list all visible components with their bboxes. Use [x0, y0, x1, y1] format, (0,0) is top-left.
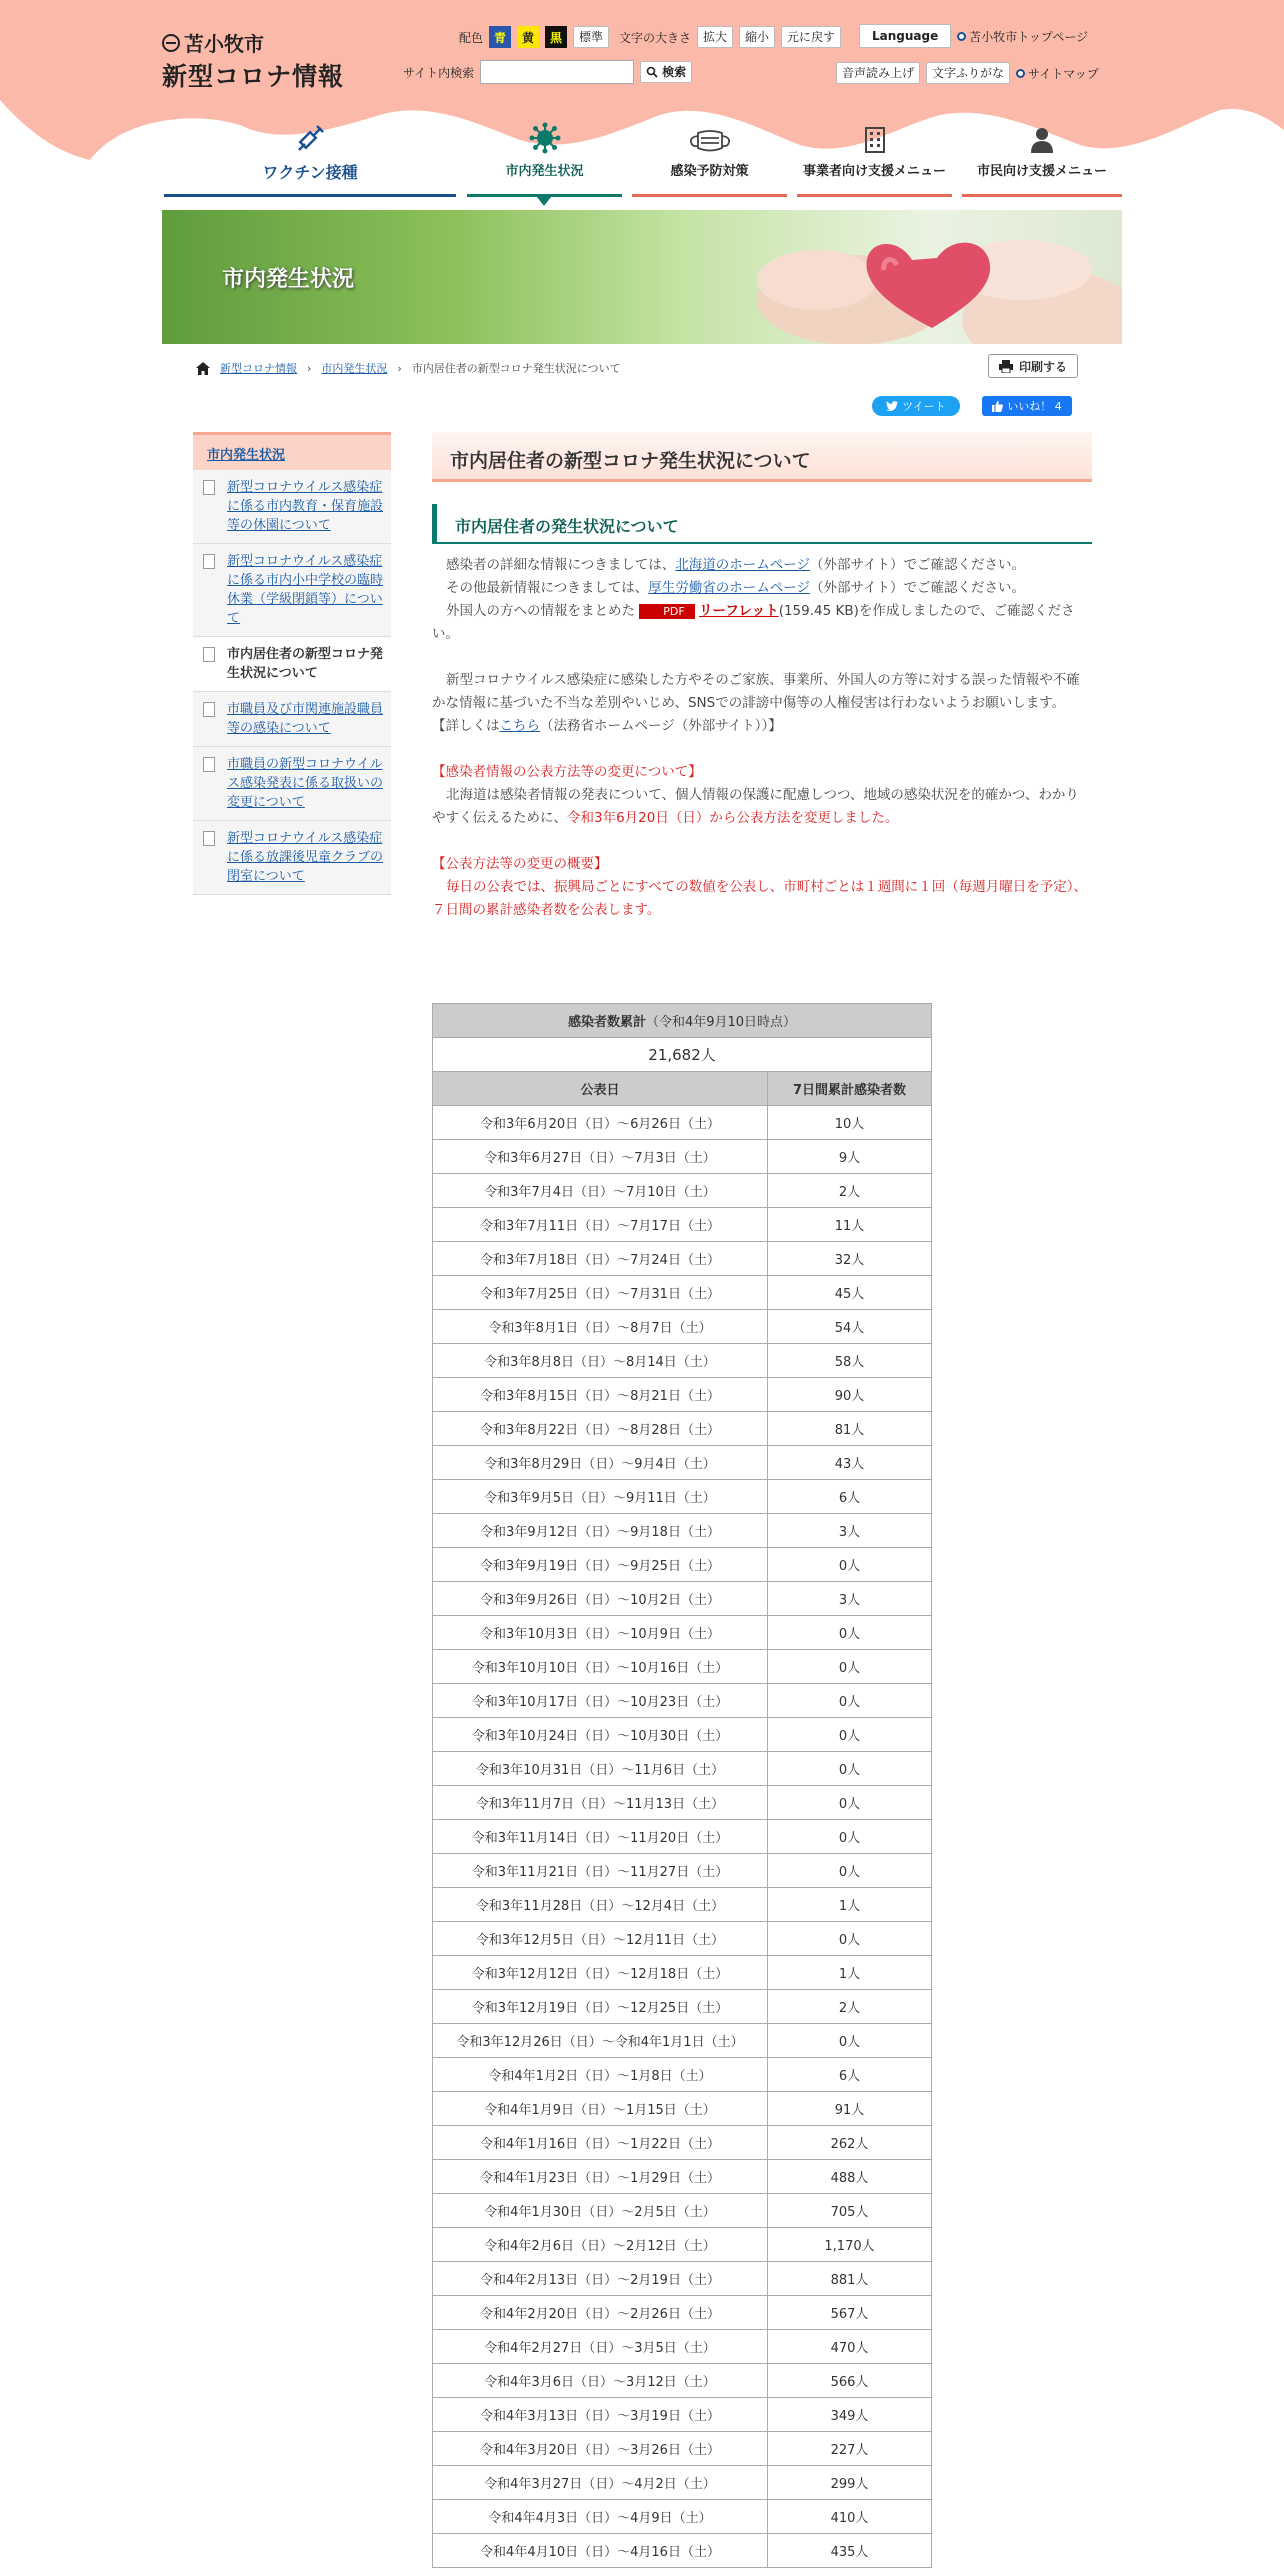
row-count: 1,170人	[768, 2228, 932, 2262]
nav-outbreak-status[interactable]	[467, 122, 622, 197]
row-count: 567人	[768, 2296, 932, 2330]
row-count: 11人	[768, 1208, 932, 1242]
row-date: 令和3年8月15日（日）～8月21日（土）	[433, 1378, 768, 1412]
row-count: 0人	[768, 1820, 932, 1854]
section-title: 市内居住者の発生状況について	[432, 504, 1092, 544]
nav-citizen-support[interactable]	[962, 122, 1122, 197]
table-row	[433, 1140, 932, 1174]
row-date: 令和3年8月22日（日）～8月28日（土）	[433, 1412, 768, 1446]
search-label: サイト内検索	[403, 65, 475, 80]
color-switcher	[459, 26, 609, 48]
thumbs-up-icon	[992, 401, 1003, 412]
shrink-button[interactable]: 縮小	[739, 26, 775, 48]
sidebar-item-label[interactable]: 新型コロナウイルス感染症に係る放課後児童クラブの閉室について	[227, 831, 384, 884]
row-count: 0人	[768, 1684, 932, 1718]
cumulative-header: 感染者数累計（令和4年9月10日時点）	[433, 1004, 932, 1038]
notice-paragraph: 北海道は感染者情報の発表について、個人情報の保護に配慮しつつ、地域の感染状況を的確かつ、わかりやすく伝えるために、令和3年6月20日（日）から公表方法を変更しました。	[432, 787, 1079, 826]
notice-paragraph: 毎日の公表では、振興局ごとにすべての数値を公表し、市町村ごとは１週間に１回（毎週月曜日を予定）、７日間の累計感染者数を公表します。	[432, 879, 1087, 918]
row-date: 令和4年3月20日（日）～3月26日（土）	[433, 2432, 768, 2466]
hokkaido-link[interactable]: 北海道のホームページ	[675, 557, 810, 573]
row-count: 349人	[768, 2398, 932, 2432]
document-icon	[203, 702, 215, 717]
like-label: いいね！ 4	[1007, 400, 1062, 413]
color-label: 配色	[459, 30, 484, 45]
table-row	[433, 1276, 932, 1310]
page-title: 市内居住者の新型コロナ発生状況について	[432, 432, 1092, 482]
breadcrumb	[196, 360, 621, 376]
speech-button[interactable]: 音声読み上げ	[836, 62, 920, 84]
row-date: 令和3年11月14日（日）～11月20日（土）	[433, 1820, 768, 1854]
row-date: 令和3年12月5日（日）～12月11日（土）	[433, 1922, 768, 1956]
city-top-link[interactable]	[957, 28, 1088, 45]
row-date: 令和3年9月12日（日）～9月18日（土）	[433, 1514, 768, 1548]
sidebar-item-announcement-change[interactable]	[193, 747, 391, 821]
circle-icon	[1016, 69, 1025, 78]
hands-heart-illustration	[722, 210, 1122, 344]
reset-size-button[interactable]: 元に戻す	[781, 26, 841, 48]
tweet-label: ツイート	[902, 400, 946, 413]
row-date: 令和3年8月1日（日）～8月7日（土）	[433, 1310, 768, 1344]
table-row	[433, 1718, 932, 1752]
document-icon	[203, 831, 215, 846]
row-date: 令和4年2月6日（日）～2月12日（土）	[433, 2228, 768, 2262]
row-date: 令和3年12月19日（日）～12月25日（土）	[433, 1990, 768, 2024]
row-date: 令和3年11月7日（日）～11月13日（土）	[433, 1786, 768, 1820]
sidebar-item-afterschool-club[interactable]	[193, 821, 391, 895]
row-count: 3人	[768, 1582, 932, 1616]
row-date: 令和4年2月20日（日）～2月26日（土）	[433, 2296, 768, 2330]
row-count: 227人	[768, 2432, 932, 2466]
row-date: 令和3年10月17日（日）～10月23日（土）	[433, 1684, 768, 1718]
banner-title: 市内発生状況	[222, 267, 355, 292]
row-date: 令和3年9月19日（日）～9月25日（土）	[433, 1548, 768, 1582]
table-row	[433, 1616, 932, 1650]
nav-business-label: 事業者向け支援メニュー	[802, 164, 946, 179]
sidebar-item-school-closure[interactable]	[193, 470, 391, 544]
table-row	[433, 2160, 932, 2194]
table-row	[433, 2126, 932, 2160]
table-row	[433, 1242, 932, 1276]
logo-title: 新型コロナ情報	[162, 62, 345, 91]
table-row	[433, 1344, 932, 1378]
table-row	[433, 1582, 932, 1616]
row-count: 0人	[768, 1786, 932, 1820]
nav-outbreak-label: 市内発生状況	[505, 164, 584, 179]
color-black-button[interactable]: 黒	[545, 26, 567, 48]
row-count: 90人	[768, 1378, 932, 1412]
row-date: 令和3年10月31日（日）～11月6日（土）	[433, 1752, 768, 1786]
row-date: 令和4年3月27日（日）～4月2日（土）	[433, 2466, 768, 2500]
info-paragraph: 感染者の詳細な情報につきましては、北海道のホームページ（外部サイト）でご確認ください。	[446, 557, 1026, 573]
main-nav	[164, 122, 1122, 197]
details-paragraph: 【詳しくはこちら（法務省ホームページ（外部サイト））】	[432, 718, 782, 734]
language-button[interactable]: Language	[859, 24, 951, 48]
info-paragraph: 外国人の方への情報をまとめた PDF リーフレット(159.45 KB)を作成しましたので、ご確認ください。	[432, 603, 1075, 642]
row-count: 410人	[768, 2500, 932, 2534]
table-row	[433, 2432, 932, 2466]
row-count: 881人	[768, 2262, 932, 2296]
row-date: 令和3年11月28日（日）～12月4日（土）	[433, 1888, 768, 1922]
row-count: 1人	[768, 1888, 932, 1922]
font-size-controls	[619, 26, 841, 48]
row-date: 令和3年7月4日（日）～7月10日（土）	[433, 1174, 768, 1208]
pdf-icon: PDF	[639, 604, 694, 619]
row-count: 2人	[768, 1990, 932, 2024]
table-row	[433, 2398, 932, 2432]
notice-heading: 【公表方法等の変更の概要】	[432, 856, 608, 872]
facebook-like-button[interactable]	[982, 396, 1072, 416]
table-row	[433, 1378, 932, 1412]
notice-heading: 【感染者情報の公表方法等の変更について】	[432, 764, 702, 780]
table-row	[433, 1446, 932, 1480]
breadcrumb-home-link[interactable]: 新型コロナ情報	[220, 362, 297, 375]
row-date: 令和3年9月5日（日）～9月11日（土）	[433, 1480, 768, 1514]
table-row	[433, 2024, 932, 2058]
table-row	[433, 1650, 932, 1684]
row-count: 3人	[768, 1514, 932, 1548]
color-blue-button[interactable]: 青	[489, 26, 511, 48]
row-count: 45人	[768, 1276, 932, 1310]
row-date: 令和4年1月16日（日）～1月22日（土）	[433, 2126, 768, 2160]
row-count: 470人	[768, 2330, 932, 2364]
table-row	[433, 2330, 932, 2364]
row-count: 6人	[768, 1480, 932, 1514]
table-row	[433, 1684, 932, 1718]
search-button-label: 検索	[662, 65, 687, 79]
row-count: 0人	[768, 2024, 932, 2058]
row-date: 令和4年4月10日（日）～4月16日（土）	[433, 2534, 768, 2568]
circle-icon	[957, 32, 966, 41]
sidebar-item-staff-infection[interactable]	[193, 692, 391, 747]
search-input[interactable]	[480, 60, 634, 84]
nav-vaccine[interactable]	[164, 122, 456, 197]
row-count: 0人	[768, 1650, 932, 1684]
row-count: 299人	[768, 2466, 932, 2500]
nav-prevention-label: 感染予防対策	[670, 164, 749, 179]
row-date: 令和3年9月26日（日）～10月2日（土）	[433, 1582, 768, 1616]
main-content	[432, 432, 1092, 922]
row-count: 0人	[768, 1752, 932, 1786]
table-row	[433, 1752, 932, 1786]
row-date: 令和3年6月20日（日）～6月26日（土）	[433, 1106, 768, 1140]
column-header-count: 7日間累計感染者数	[768, 1072, 932, 1106]
row-date: 令和3年10月10日（日）～10月16日（土）	[433, 1650, 768, 1684]
table-row	[433, 2534, 932, 2568]
table-row	[433, 2364, 932, 2398]
row-count: 1人	[768, 1956, 932, 1990]
table-row	[433, 1480, 932, 1514]
sidebar-item-label[interactable]: 新型コロナウイルス感染症に係る市内教育・保育施設等の休園について	[227, 480, 384, 533]
print-button[interactable]	[988, 354, 1078, 378]
row-date: 令和3年12月12日（日）～12月18日（土）	[433, 1956, 768, 1990]
city-top-label: 苫小牧市トップページ	[969, 29, 1089, 44]
row-date: 令和3年11月21日（日）～11月27日（土）	[433, 1854, 768, 1888]
table-row	[433, 1956, 932, 1990]
table-row	[433, 1310, 932, 1344]
sitemap-label: サイトマップ	[1028, 66, 1099, 81]
mask-icon	[688, 128, 732, 154]
color-standard-button[interactable]: 標準	[573, 26, 609, 48]
sidebar-item-label: 市内居住者の新型コロナ発生状況について	[227, 647, 384, 681]
printer-icon	[999, 360, 1013, 373]
sidebar-item-class-closure[interactable]	[193, 544, 391, 637]
cases-table	[432, 1003, 932, 2568]
cumulative-value: 21,682人	[433, 1038, 932, 1072]
row-date: 令和3年8月8日（日）～8月14日（土）	[433, 1344, 768, 1378]
row-date: 令和3年7月25日（日）～7月31日（土）	[433, 1276, 768, 1310]
table-row	[433, 1888, 932, 1922]
row-date: 令和4年1月23日（日）～1月29日（土）	[433, 2160, 768, 2194]
search-button[interactable]	[640, 61, 692, 83]
table-row	[433, 2194, 932, 2228]
table-row	[433, 1786, 932, 1820]
breadcrumb-current: 市内居住者の新型コロナ発生状況について	[411, 362, 621, 375]
row-date: 令和4年1月9日（日）～1月15日（土）	[433, 2092, 768, 2126]
nav-citizen-label: 市民向け支援メニュー	[976, 164, 1107, 179]
row-count: 566人	[768, 2364, 932, 2398]
logo-city: 苫小牧市	[184, 32, 264, 56]
row-count: 0人	[768, 1718, 932, 1752]
table-row	[433, 1174, 932, 1208]
row-count: 0人	[768, 1854, 932, 1888]
row-count: 0人	[768, 1922, 932, 1956]
sidebar-item-label[interactable]: 市職員の新型コロナウイルス感染発表に係る取扱いの変更について	[227, 757, 384, 810]
sidebar-heading-link[interactable]: 市内発生状況	[207, 448, 286, 463]
enlarge-button[interactable]: 拡大	[697, 26, 733, 48]
row-count: 10人	[768, 1106, 932, 1140]
table-row	[433, 1990, 932, 2024]
sidebar-item-label[interactable]: 市職員及び市関連施設職員等の感染について	[227, 702, 384, 736]
search-icon	[646, 66, 658, 78]
page-banner	[162, 210, 1122, 344]
nav-business-support[interactable]	[797, 122, 952, 197]
moj-link[interactable]: こちら	[499, 718, 540, 734]
print-label: 印刷する	[1018, 359, 1067, 374]
table-row	[433, 1820, 932, 1854]
table-row	[433, 2262, 932, 2296]
row-date: 令和3年10月24日（日）～10月30日（土）	[433, 1718, 768, 1752]
sidebar-item-resident-status[interactable]	[193, 637, 391, 692]
row-date: 令和3年7月11日（日）～7月17日（土）	[433, 1208, 768, 1242]
row-date: 令和4年2月27日（日）～3月5日（土）	[433, 2330, 768, 2364]
row-date: 令和3年7月18日（日）～7月24日（土）	[433, 1242, 768, 1276]
row-count: 2人	[768, 1174, 932, 1208]
row-count: 58人	[768, 1344, 932, 1378]
table-row	[433, 2058, 932, 2092]
row-count: 9人	[768, 1140, 932, 1174]
row-count: 43人	[768, 1446, 932, 1480]
row-count: 488人	[768, 2160, 932, 2194]
row-count: 705人	[768, 2194, 932, 2228]
table-row	[433, 1208, 932, 1242]
city-emblem-icon	[162, 34, 180, 52]
row-count: 0人	[768, 1616, 932, 1650]
row-date: 令和4年3月13日（日）～3月19日（土）	[433, 2398, 768, 2432]
row-count: 0人	[768, 1548, 932, 1582]
nav-vaccine-label: ワクチン接種	[262, 163, 358, 182]
furigana-button[interactable]: 文字ふりがな	[926, 62, 1010, 84]
table-row	[433, 1854, 932, 1888]
row-count: 6人	[768, 2058, 932, 2092]
table-row	[433, 1548, 932, 1582]
mhlw-link[interactable]: 厚生労働省のホームページ	[648, 580, 810, 596]
sidebar-item-label[interactable]: 新型コロナウイルス感染症に係る市内小中学校の臨時休業（学級閉鎖等）について	[227, 554, 384, 626]
color-yellow-button[interactable]: 黄	[517, 26, 539, 48]
row-count: 54人	[768, 1310, 932, 1344]
table-row	[433, 2500, 932, 2534]
site-search	[403, 60, 692, 84]
person-icon	[1030, 126, 1054, 154]
document-icon	[203, 554, 215, 569]
sidebar-heading[interactable]	[193, 432, 391, 470]
syringe-icon	[295, 124, 325, 154]
table-row	[433, 2228, 932, 2262]
row-date: 令和4年2月13日（日）～2月19日（土）	[433, 2262, 768, 2296]
table-row	[433, 1412, 932, 1446]
row-date: 令和3年6月27日（日）～7月3日（土）	[433, 1140, 768, 1174]
twitter-bird-icon	[886, 401, 898, 411]
discrimination-notice: 新型コロナウイルス感染症に感染した方やそのご家族、事業所、外国人の方等に対する誤った情報や不確かな情報に基づいた不当な差別やいじめ、SNSでの誹謗中傷等の人権侵害は行わないようお願いします。	[432, 672, 1080, 711]
info-paragraph: その他最新情報につきましては、厚生労働省のホームページ（外部サイト）でご確認ください。	[446, 580, 1026, 596]
row-count: 262人	[768, 2126, 932, 2160]
document-icon	[203, 757, 215, 772]
row-count: 91人	[768, 2092, 932, 2126]
row-date: 令和4年1月30日（日）～2月5日（土）	[433, 2194, 768, 2228]
row-date: 令和4年4月3日（日）～4月9日（土）	[433, 2500, 768, 2534]
site-logo[interactable]	[162, 28, 344, 93]
leaflet-link[interactable]: リーフレット	[699, 603, 779, 619]
intro-text	[432, 554, 1092, 922]
active-arrow-icon	[537, 197, 551, 206]
table-row	[433, 1106, 932, 1140]
table-row	[433, 2466, 932, 2500]
tweet-button[interactable]	[872, 396, 960, 416]
breadcrumb-separator-icon: ›	[307, 361, 312, 375]
sidebar	[193, 432, 391, 895]
virus-icon	[529, 122, 561, 154]
table-row	[433, 2296, 932, 2330]
row-count: 81人	[768, 1412, 932, 1446]
row-date: 令和3年12月26日（日）～令和4年1月1日（土）	[433, 2024, 768, 2058]
document-icon	[203, 480, 215, 495]
row-count: 32人	[768, 1242, 932, 1276]
row-count: 435人	[768, 2534, 932, 2568]
table-row	[433, 2092, 932, 2126]
row-date: 令和4年1月2日（日）～1月8日（土）	[433, 2058, 768, 2092]
breadcrumb-separator-icon: ›	[397, 361, 402, 375]
sitemap-link[interactable]	[1016, 65, 1099, 82]
breadcrumb-section-link[interactable]: 市内発生状況	[321, 362, 388, 375]
home-icon	[196, 362, 210, 375]
row-date: 令和4年3月6日（日）～3月12日（土）	[433, 2364, 768, 2398]
table-row	[433, 1514, 932, 1548]
row-date: 令和3年8月29日（日）～9月4日（土）	[433, 1446, 768, 1480]
table-row	[433, 1922, 932, 1956]
document-icon	[203, 647, 215, 662]
font-size-label: 文字の大きさ	[619, 30, 692, 45]
building-icon	[864, 126, 886, 154]
column-header-date: 公表日	[433, 1072, 768, 1106]
row-date: 令和3年10月3日（日）～10月9日（土）	[433, 1616, 768, 1650]
nav-prevention[interactable]	[632, 122, 787, 197]
